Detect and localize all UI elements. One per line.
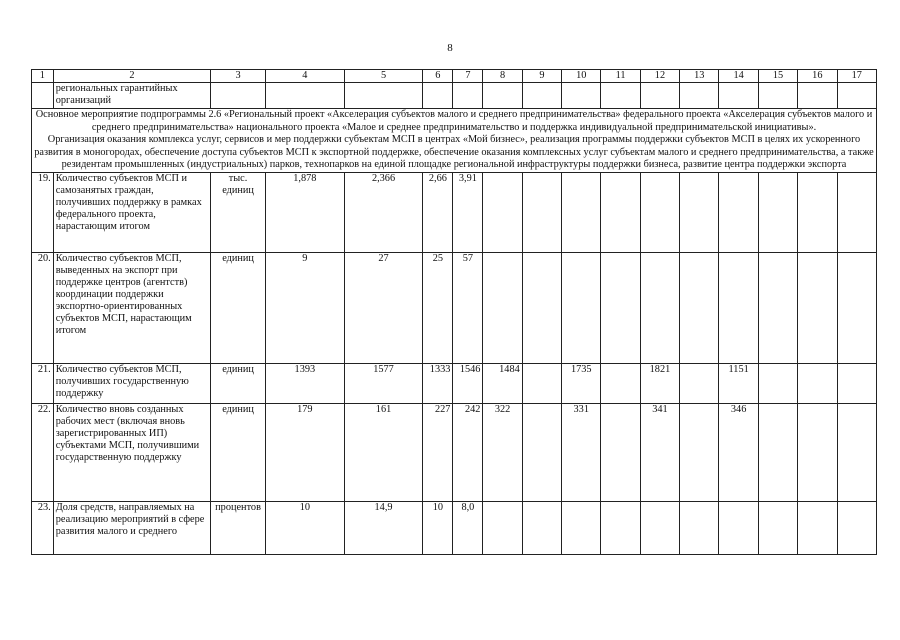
value-cell xyxy=(837,172,877,252)
value-cell: 1577 xyxy=(344,363,423,403)
row-number: 21. xyxy=(32,363,54,403)
value-cell xyxy=(522,501,561,554)
value-cell xyxy=(601,252,640,363)
column-number-cell: 7 xyxy=(453,70,483,83)
value-cell xyxy=(601,501,640,554)
column-number-header-row xyxy=(32,70,877,83)
value-cell xyxy=(798,403,837,501)
value-cell xyxy=(680,252,719,363)
value-cell xyxy=(680,403,719,501)
value-cell xyxy=(601,403,640,501)
page-number: 8 xyxy=(447,42,453,54)
column-number-cell: 17 xyxy=(837,70,877,83)
value-cell: 14,9 xyxy=(344,501,423,554)
column-number-cell: 1 xyxy=(32,70,54,83)
value-cell: 179 xyxy=(266,403,345,501)
value-cell xyxy=(798,501,837,554)
value-cell: 2,66 xyxy=(423,172,453,252)
value-cell: 242 xyxy=(453,403,483,501)
column-number-cell: 4 xyxy=(266,70,345,83)
row-number: 19. xyxy=(32,172,54,252)
column-number-cell: 15 xyxy=(758,70,797,83)
value-cell xyxy=(758,252,797,363)
value-cell: 1821 xyxy=(640,363,679,403)
value-cell: 1735 xyxy=(562,363,601,403)
unit-cell: процентов xyxy=(211,501,266,554)
table-row xyxy=(32,363,877,403)
unit-cell: тыс. единиц xyxy=(211,172,266,252)
value-cell xyxy=(522,172,561,252)
column-number-cell: 11 xyxy=(601,70,640,83)
value-cell xyxy=(837,363,877,403)
value-cell xyxy=(758,363,797,403)
column-number-cell: 2 xyxy=(53,70,210,83)
value-cell: 1151 xyxy=(719,363,758,403)
column-number-cell: 14 xyxy=(719,70,758,83)
unit-cell: единиц xyxy=(211,403,266,501)
column-number-cell: 16 xyxy=(798,70,837,83)
unit-cell: единиц xyxy=(211,252,266,363)
value-cell xyxy=(483,172,522,252)
column-number-cell: 13 xyxy=(680,70,719,83)
value-cell: 10 xyxy=(423,501,453,554)
column-number-cell: 3 xyxy=(211,70,266,83)
value-cell: 1393 xyxy=(266,363,345,403)
value-cell: 8,0 xyxy=(453,501,483,554)
column-number-cell: 9 xyxy=(522,70,561,83)
value-cell xyxy=(640,172,679,252)
value-cell xyxy=(562,501,601,554)
value-cell xyxy=(522,403,561,501)
value-cell xyxy=(680,172,719,252)
column-number-cell: 5 xyxy=(344,70,423,83)
value-cell xyxy=(483,501,522,554)
value-cell xyxy=(680,363,719,403)
value-cell: 57 xyxy=(453,252,483,363)
unit-cell: единиц xyxy=(211,363,266,403)
column-number-cell: 12 xyxy=(640,70,679,83)
value-cell xyxy=(758,501,797,554)
value-cell: 1546 xyxy=(453,363,483,403)
indicators-table xyxy=(31,69,877,555)
table-row xyxy=(32,252,877,363)
value-cell xyxy=(837,403,877,501)
value-cell xyxy=(798,172,837,252)
value-cell: 161 xyxy=(344,403,423,501)
value-cell xyxy=(837,501,877,554)
value-cell: 25 xyxy=(423,252,453,363)
row-number: 22. xyxy=(32,403,54,501)
section-description: Организация оказания комплекса услуг, сервисов и мер поддержки субъектам МСП в центрах «Мой бизнес», реализация программы поддержки субъектов МСП в целях их ускоренного развития в моногородах, обеспечение доступа субъектов МСП к экспортной поддержке, обеспечение оказания комплексных услуг субъектам малого и среднего предпринимательства, а также резидентам промышленных (индустриальных) парков, технопарков на единой площадке региональной инфраструктуры поддержки бизнеса, развитие центра поддержки экспорта xyxy=(34,134,874,170)
value-cell: 322 xyxy=(483,403,522,501)
value-cell xyxy=(562,172,601,252)
value-cell: 9 xyxy=(266,252,345,363)
value-cell xyxy=(719,172,758,252)
indicator-name: Количество вновь созданных рабочих мест (включая вновь зарегистрированных ИП) субъектами МСП, получившими государственную поддержку xyxy=(53,403,210,501)
value-cell: 346 xyxy=(719,403,758,501)
section-title: Основное мероприятие подпрограммы 2.6 «Региональный проект «Акселерация субъектов малого и среднего предпринимательства» федерального проекта «Акселерация субъектов малого и среднего предпринимательства» национального проекта «Малое и среднее предпринимательство и поддержка индивидуальной предпринимательской инициативы». xyxy=(35,109,873,133)
value-cell xyxy=(522,363,561,403)
value-cell xyxy=(719,252,758,363)
section-header-cell xyxy=(32,109,877,173)
value-cell xyxy=(601,172,640,252)
value-cell: 341 xyxy=(640,403,679,501)
value-cell: 1,878 xyxy=(266,172,345,252)
value-cell xyxy=(798,252,837,363)
indicator-name: Доля средств, направляемых на реализацию мероприятий в сфере развития малого и среднего xyxy=(53,501,210,554)
value-cell xyxy=(522,252,561,363)
value-cell: 3,91 xyxy=(453,172,483,252)
value-cell xyxy=(640,501,679,554)
value-cell: 227 xyxy=(423,403,453,501)
value-cell: 27 xyxy=(344,252,423,363)
value-cell: 2,366 xyxy=(344,172,423,252)
value-cell xyxy=(719,501,758,554)
value-cell xyxy=(562,252,601,363)
value-cell xyxy=(758,172,797,252)
row-number: 23. xyxy=(32,501,54,554)
value-cell xyxy=(640,252,679,363)
value-cell xyxy=(680,501,719,554)
column-number-cell: 8 xyxy=(483,70,522,83)
value-cell xyxy=(798,363,837,403)
indicator-name: Количество субъектов МСП и самозанятых граждан, получивших поддержку в рамках федерального проекта, нарастающим итогом xyxy=(53,172,210,252)
value-cell: 331 xyxy=(562,403,601,501)
row-number: 20. xyxy=(32,252,54,363)
table-row xyxy=(32,501,877,554)
value-cell xyxy=(758,403,797,501)
value-cell xyxy=(837,252,877,363)
value-cell: 1484 xyxy=(483,363,522,403)
value-cell xyxy=(483,252,522,363)
value-cell xyxy=(601,363,640,403)
continuation-row xyxy=(32,83,877,109)
table-row xyxy=(32,403,877,501)
table-row xyxy=(32,172,877,252)
continuation-text: региональных гарантийных организаций xyxy=(53,83,210,109)
column-number-cell: 10 xyxy=(562,70,601,83)
value-cell: 10 xyxy=(266,501,345,554)
column-number-cell: 6 xyxy=(423,70,453,83)
value-cell: 1333 xyxy=(423,363,453,403)
indicator-name: Количество субъектов МСП, выведенных на экспорт при поддержке центров (агентств) координации поддержки экспортно-ориентированных субъектов МСП, нарастающим итогом xyxy=(53,252,210,363)
section-header-row xyxy=(32,109,877,173)
indicator-name: Количество субъектов МСП, получивших государственную поддержку xyxy=(53,363,210,403)
